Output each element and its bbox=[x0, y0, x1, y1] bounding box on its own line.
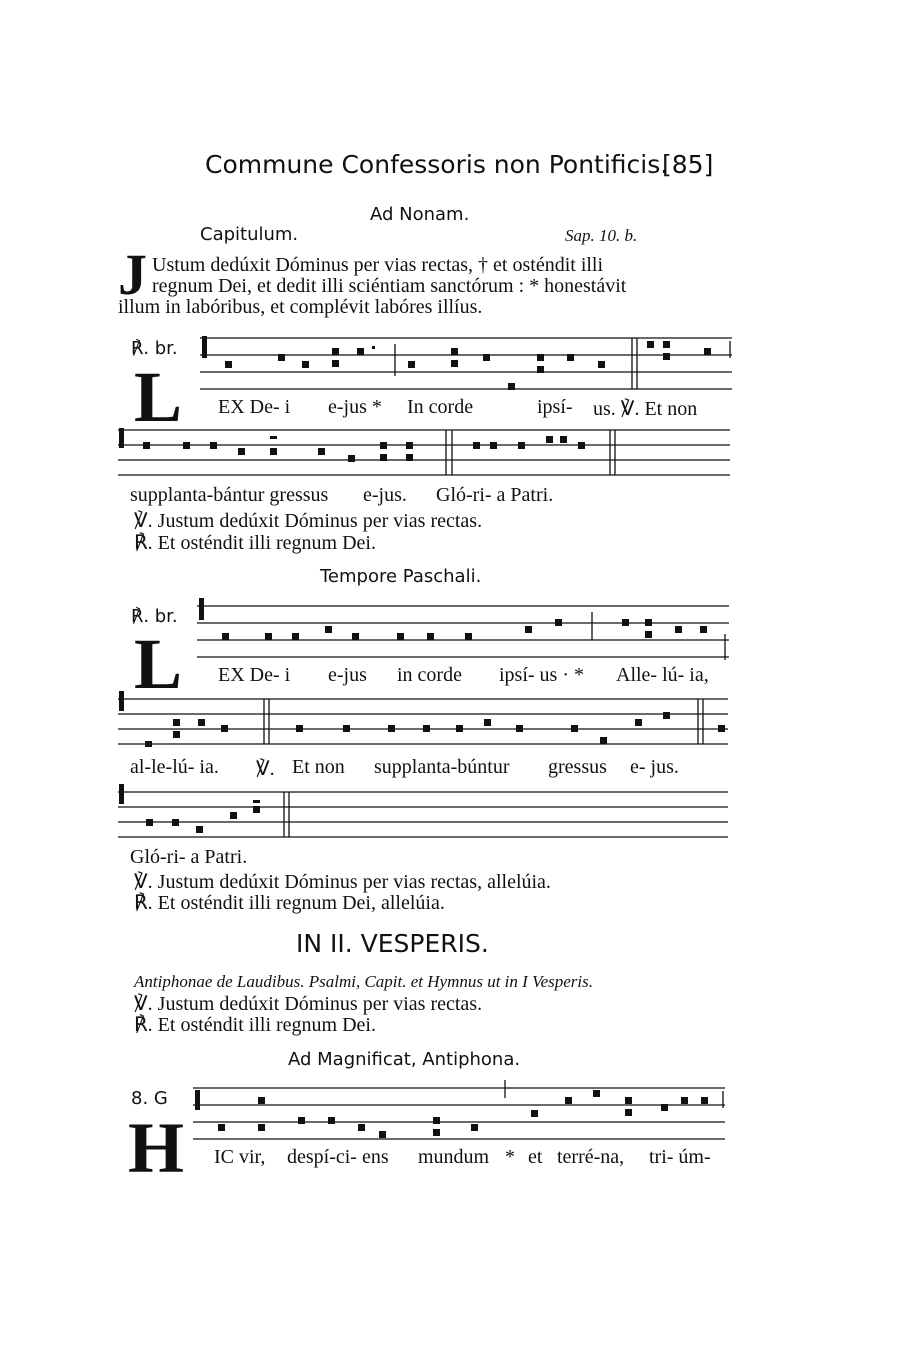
magnificat-lyric-4: * bbox=[505, 1146, 515, 1168]
drop-initial-h: H bbox=[128, 1108, 185, 1188]
responsory-label: ℟. br. bbox=[131, 338, 178, 359]
response-2: ℟. Et osténdit illi regnum Dei, allelúia. bbox=[134, 892, 445, 914]
lyric-2-2: e-jus. bbox=[363, 484, 407, 506]
drop-initial-l-1: L bbox=[134, 357, 183, 437]
paschal-lyric-1-2: e-jus bbox=[328, 664, 367, 686]
magnificat-lyric-3: mundum bbox=[418, 1146, 490, 1168]
paschal-lyric-1-4: ipsí- us · * bbox=[499, 664, 584, 686]
section-heading-vespers: IN II. VESPERIS. bbox=[296, 929, 489, 958]
response-3: ℟. Et osténdit illi regnum Dei. bbox=[134, 1014, 376, 1036]
lyric-1-1: EX De- i bbox=[218, 396, 291, 418]
paschal-lyric-3: Gló-ri- a Patri. bbox=[130, 846, 248, 868]
response-1: ℟. Et osténdit illi regnum Dei. bbox=[134, 532, 376, 554]
versicle-2: ℣. Justum dedúxit Dóminus per vias rectas, allelúia. bbox=[134, 871, 551, 893]
capitulum-reference: Sap. 10. b. bbox=[565, 226, 638, 245]
lyric-1-4: ipsí- bbox=[537, 396, 573, 418]
versicle-3: ℣. Justum dedúxit Dóminus per vias rectas. bbox=[134, 993, 483, 1015]
capitulum-label: Capitulum. bbox=[200, 224, 299, 245]
magnificat-lyric-7: tri- úm- bbox=[649, 1146, 711, 1168]
lyric-2-1: supplanta-bántur gressus bbox=[130, 484, 329, 506]
chant-staff-3 bbox=[197, 604, 729, 660]
drop-initial-l-2: L bbox=[134, 624, 183, 704]
lyric-1-2: e-jus * bbox=[328, 396, 382, 418]
chant-staff-5 bbox=[118, 790, 728, 840]
paschal-lyric-1-5: Alle- lú- ia, bbox=[616, 664, 709, 686]
page-number: [85] bbox=[662, 150, 714, 179]
lyric-2-3: Gló-ri- a Patri. bbox=[436, 484, 554, 506]
chant-staff-4 bbox=[118, 697, 728, 747]
paschal-lyric-2-2: ℣. bbox=[256, 758, 275, 780]
magnificat-lyric-2: despí-ci- ens bbox=[287, 1146, 389, 1168]
paschal-lyric-2-6: e- jus. bbox=[630, 756, 679, 778]
running-title: Commune Confessoris non Pontificis. bbox=[205, 150, 669, 179]
versicle-1: ℣. Justum dedúxit Dóminus per vias rectas. bbox=[134, 510, 483, 532]
capitulum-line-2: regnum Dei, et dedit illi sciéntiam sanctórum : * honestávit bbox=[152, 275, 627, 297]
lyric-1-5: us. ℣. Et non bbox=[593, 398, 698, 420]
magnificat-lyric-5: et bbox=[528, 1146, 543, 1168]
chant-staff-2 bbox=[118, 428, 730, 478]
mode-label: 8. G bbox=[131, 1088, 168, 1109]
section-title-nonam: Ad Nonam. bbox=[370, 204, 470, 225]
paschal-lyric-1-3: in corde bbox=[397, 664, 462, 686]
paschal-lyric-1-1: EX De- i bbox=[218, 664, 291, 686]
section-title-magnificat: Ad Magnificat, Antiphona. bbox=[288, 1049, 521, 1070]
vespers-rubric: Antiphonae de Laudibus. Psalmi, Capit. et Hymnus ut in I Vesperis. bbox=[134, 972, 593, 991]
section-title-paschal: Tempore Paschali. bbox=[320, 566, 482, 587]
paschal-label: ℟. br. bbox=[131, 606, 178, 627]
magnificat-lyric-1: IC vir, bbox=[214, 1146, 266, 1168]
magnificat-lyric-6: terré-na, bbox=[557, 1146, 625, 1168]
paschal-lyric-2-3: Et non bbox=[292, 756, 345, 778]
drop-initial-j: J bbox=[118, 242, 147, 307]
paschal-lyric-2-5: gressus bbox=[548, 756, 607, 778]
lyric-1-3: In corde bbox=[407, 396, 474, 418]
chant-staff-6 bbox=[193, 1086, 725, 1142]
chant-staff-1 bbox=[200, 336, 732, 392]
paschal-lyric-2-4: supplanta-búntur bbox=[374, 756, 510, 778]
capitulum-line-1: Ustum dedúxit Dóminus per vias rectas, † et osténdit illi bbox=[152, 254, 604, 276]
paschal-lyric-2-1: al-le-lú- ia. bbox=[130, 756, 219, 778]
capitulum-line-3: illum in labóribus, et complévit labóres illíus. bbox=[118, 296, 483, 318]
